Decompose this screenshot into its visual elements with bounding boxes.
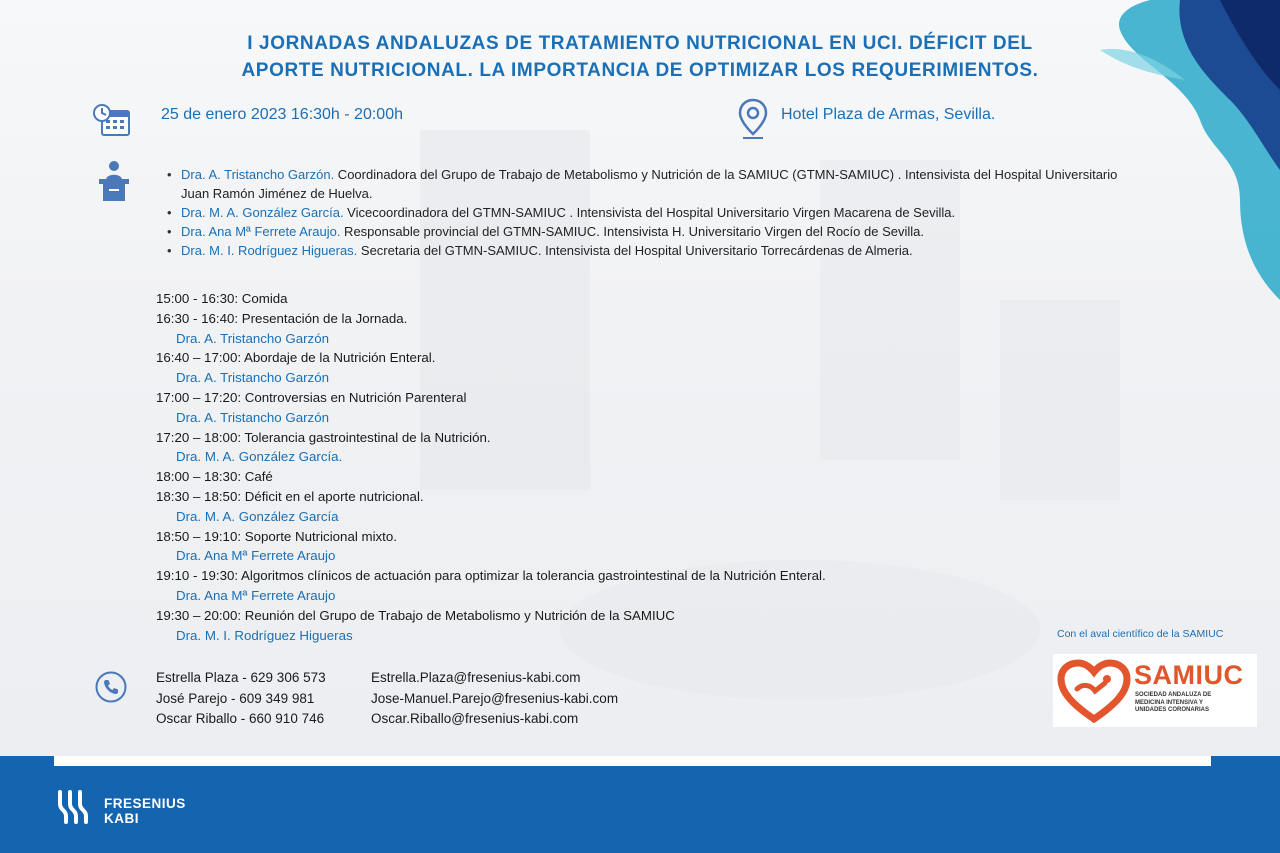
contact-name-phone: Estrella Plaza - 629 306 573 (156, 670, 326, 685)
program-session: 16:30 - 16:40: Presentación de la Jornada. (156, 310, 408, 326)
event-venue: Hotel Plaza de Armas, Sevilla. (781, 106, 996, 123)
organizer-item (164, 241, 1124, 260)
program-speaker: Dra. A. Tristancho Garzón (176, 370, 329, 386)
contact-row (156, 689, 618, 710)
event-title (200, 30, 1080, 84)
program-speaker: Dra. Ana Mª Ferrete Araujo (176, 587, 336, 603)
program-speaker: Dra. M. A. González García. (176, 449, 343, 465)
organizer-role: Responsable provincial del GTMN-SAMIUC. Intensivista H. Universitario Virgen del Rocío de Sevilla. (340, 224, 924, 239)
organizers-list (164, 165, 1124, 260)
program-session: 17:00 – 17:20: Controversias en Nutrición Parenteral (156, 389, 467, 405)
fresenius-kabi-wordmark (104, 796, 186, 826)
program-speaker: Dra. M. A. González García (176, 508, 339, 524)
event-title-line-2: APORTE NUTRICIONAL. LA IMPORTANCIA DE OPTIMIZAR LOS REQUERIMIENTOS. (241, 60, 1039, 81)
phone-icon (95, 671, 127, 703)
program-session: 18:50 – 19:10: Soporte Nutricional mixto. (156, 528, 397, 544)
samiuc-logo-subtitle (1135, 692, 1211, 715)
contact-email[interactable]: Jose-Manuel.Parejo@fresenius-kabi.com (371, 690, 619, 706)
samiuc-logo-name: SAMIUC (1134, 660, 1244, 690)
calendar-icon (93, 103, 131, 137)
program-speaker: Dra. A. Tristancho Garzón (176, 330, 329, 346)
program-session: 18:30 – 18:50: Déficit en el aporte nutricional. (156, 488, 424, 504)
scientific-endorsement-text: Con el aval científico de la SAMIUC (1057, 628, 1224, 640)
organizer-name: Dra. M. A. González García. (181, 205, 344, 220)
footer-white-strip (54, 756, 1211, 766)
samiuc-subtitle-line: UNIDADES CORONARIAS (1135, 707, 1210, 713)
organizer-name: Dra. A. Tristancho Garzón. (181, 167, 335, 182)
organizer-role: Secretaria del GTMN-SAMIUC. Intensivista del Hospital Universitario Torrecárdenas de Almeria. (357, 243, 913, 258)
fresenius-kabi-logo-icon (56, 790, 92, 824)
contact-name-phone: Oscar Riballo - 660 910 746 (156, 711, 325, 726)
organizer-name: Dra. Ana Mª Ferrete Araujo. (181, 224, 341, 239)
program-session: 17:20 – 18:00: Tolerancia gastrointestinal de la Nutrición. (156, 429, 491, 445)
samiuc-subtitle-line: MEDICINA INTENSIVA Y (1135, 699, 1204, 706)
brand-line-1: FRESENIUS (104, 796, 186, 811)
program-speaker: Dra. M. I. Rodríguez Higueras (176, 627, 353, 643)
organizer-item (164, 165, 1124, 203)
contact-row (156, 668, 618, 689)
program-speaker: Dra. Ana Mª Ferrete Araujo (176, 548, 336, 564)
organizer-item (164, 222, 1124, 241)
speaker-podium-icon (97, 160, 131, 202)
event-date-time: 25 de enero 2023 16:30h - 20:00h (161, 106, 403, 123)
program-session: 18:00 – 18:30: Café (156, 469, 273, 485)
contact-email[interactable]: Estrella.Plaza@fresenius-kabi.com (371, 670, 581, 685)
location-pin-icon (738, 98, 768, 140)
program-session: 19:10 - 19:30: Algoritmos clínicos de actuación para optimizar la tolerancia gastrointestinal de la Nutrición Enteral. (156, 568, 826, 584)
brand-line-2: KABI (104, 811, 139, 826)
samiuc-logo (1053, 654, 1257, 727)
contact-list (156, 668, 618, 730)
program-session: 19:30 – 20:00: Reunión del Grupo de Trabajo de Metabolismo y Nutrición de la SAMIUC (156, 607, 675, 623)
program-session: 15:00 - 16:30: Comida (156, 291, 288, 306)
contact-email[interactable]: Oscar.Riballo@fresenius-kabi.com (371, 711, 579, 726)
contact-name-phone: José Parejo - 609 349 981 (156, 690, 315, 706)
organizer-role: Vicecoordinadora del GTMN-SAMIUC . Intensivista del Hospital Universitario Virgen Macarena de Sevilla. (343, 205, 956, 220)
organizer-item (164, 203, 1124, 222)
organizer-name: Dra. M. I. Rodríguez Higueras. (181, 243, 358, 258)
program-speaker: Dra. A. Tristancho Garzón (176, 409, 329, 425)
samiuc-heart-icon (1057, 659, 1131, 723)
event-title-line-1: I JORNADAS ANDALUZAS DE TRATAMIENTO NUTRICIONAL EN UCI. DÉFICIT DEL (247, 33, 1033, 54)
organizer-role: Coordinadora del Grupo de Trabajo de Metabolismo y Nutrición de la SAMIUC (GTMN-SAMIUC) . Intensivista del Hospital Universitario Juan Ramón Jiménez de Huelva. (181, 167, 1118, 201)
footer-bar (0, 756, 1280, 853)
samiuc-subtitle-line: SOCIEDAD ANDALUZA DE (1135, 692, 1212, 698)
program-session: 16:40 – 17:00: Abordaje de la Nutrición Enteral. (156, 350, 436, 366)
program-schedule (156, 289, 996, 645)
contact-row (156, 709, 618, 730)
